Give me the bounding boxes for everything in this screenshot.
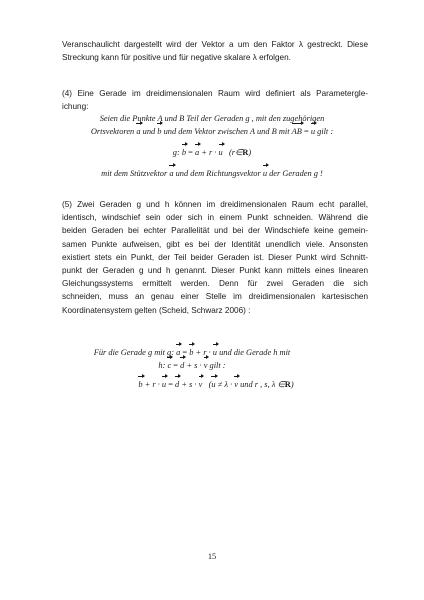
vector-a: a [136,127,141,136]
text-line: Veranschaulicht dargestellt wird der Vektor a um den Faktor λ gestreckt. Diese [62,40,368,49]
text-line: schneiden, muss an genau einer Stelle im dreidimensionalen kartesischen [62,292,368,302]
math-line-6: h: c = d + s · v gilt : [158,361,226,370]
text-line: Streckung kann für positive und für negative skalare λ erfolgen. [62,53,291,63]
vector-u: u [310,127,315,136]
text-line: beiden Geraden bei echter Parallelität und bei der Windschiefe keine gemein- [62,226,368,236]
intro-paragraph [62,38,368,64]
text-line: (5) Zwei Geraden g und h können im dreidimensionalen Raum echt parallel, [62,200,368,209]
section-4-paragraph [62,87,368,113]
vector-b: b [157,127,162,136]
math-line-1: Seien die Punkte A und B Teil der Geraden g , mit den zugehörigen [99,114,325,123]
line-equation: g: b = a + r · u (r∈R) [172,148,252,157]
text-line: samen Punkte aufweisen, gibt es bei der Identität unendlich viele. Ansonsten [62,239,368,249]
text-line: existiert stets ein Punkt, der Teil beider Geraden ist. Dieser Punkt wird Schnitt- [62,252,368,262]
math-line-2: Ortsvektoren a und b und dem Vektor zwischen A und B mit AB = u gilt : [90,127,334,136]
intersection-equation: b + r · u = d + s · v (u ≠ λ · v und r , s, λ ∈R) [138,380,294,389]
math-line-4: mit dem Stützvektor a und dem Richtungsvektor u der Geraden g ! [101,169,323,178]
math-line-5: Für die Gerade g mit g: a = b + r · u und die Gerade h mit [93,348,291,357]
section-5-paragraph [62,198,368,317]
text-line: punkt der Geraden g und h genannt. Dieser Punkt kann mittels eines linearen [62,266,368,276]
text-line: (4) Eine Gerade im dreidimensionalen Raum wird definiert als Parametergle- [62,89,368,98]
text-line: Gleichungssystems ermittelt werden. Denn für zwei Geraden die sich [62,279,368,289]
page-number: 15 [207,552,217,561]
text-line: identisch, windschief sein oder sich in einem Punkt schneiden. Während die [62,213,368,223]
vector-ab: AB [291,127,302,136]
text-line: ichung: [62,102,89,112]
text-line: Koordinatensystem gelten (Scheid, Schwarz 2006) : [62,305,251,315]
